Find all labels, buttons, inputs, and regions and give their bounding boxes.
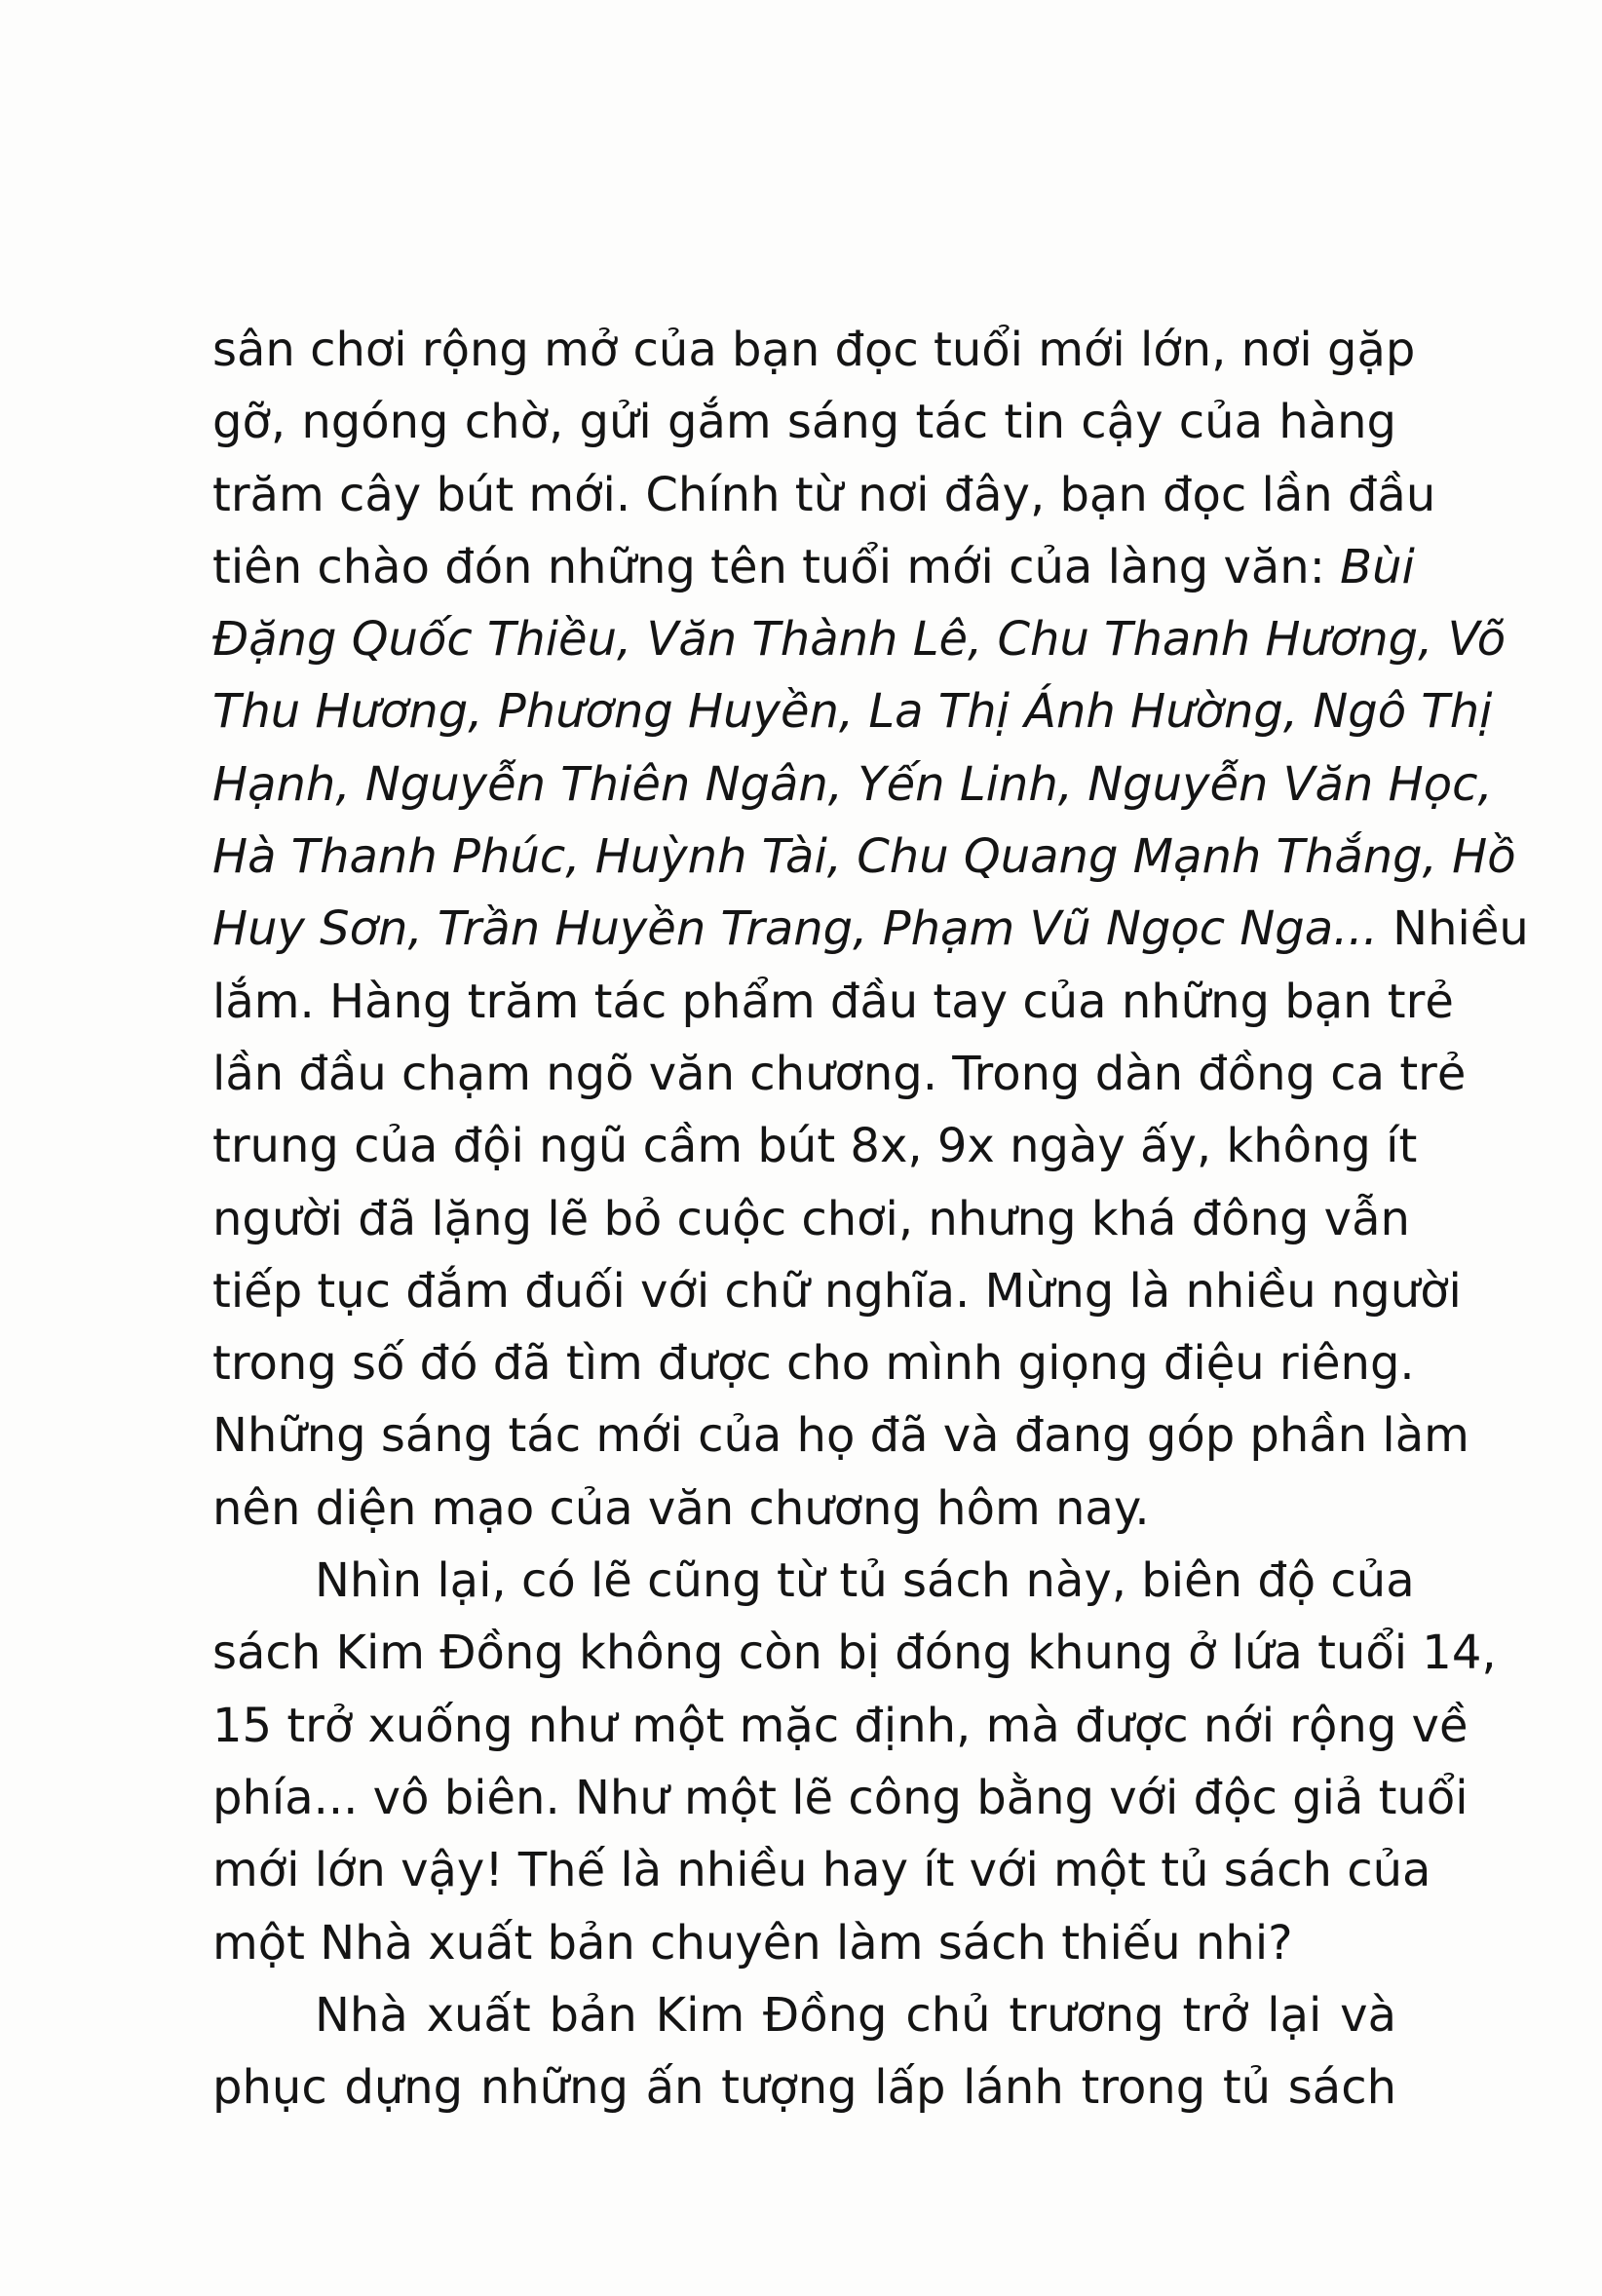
paragraph-2 (212, 1545, 1497, 1979)
text-line: 15 trở xuống như một mặc định, mà được nới rộng về (212, 1698, 1468, 1753)
paragraph-3 (212, 1979, 1396, 2124)
text-line: sân chơi rộng mở của bạn đọc tuổi mới lớn, nơi gặp (212, 323, 1416, 377)
author-list-line: Hạnh, Nguyễn Thiên Ngân, Yến Linh, Nguyễn Văn Học, (212, 756, 1493, 812)
text-line: Nhìn lại, có lẽ cũng từ tủ sách này, biên độ của (315, 1553, 1415, 1609)
text-line: sách Kim Đồng không còn bị đóng khung ở lứa tuổi 14, (212, 1626, 1497, 1681)
text-line: lần đầu chạm ngõ văn chương. Trong dàn đồng ca trẻ (212, 1046, 1467, 1101)
text-line: người đã lặng lẽ bỏ cuộc chơi, nhưng khá đông vẫn (212, 1191, 1410, 1246)
author-list-line: Thu Hương, Phương Huyền, La Thị Ánh Hường, Ngô Thị (212, 684, 1493, 740)
text-line: tiếp tục đắm đuối với chữ nghĩa. Mừng là nhiều người (212, 1263, 1462, 1319)
author-list-line: Đặng Quốc Thiều, Văn Thành Lê, Chu Thanh Hương, Võ (212, 612, 1507, 668)
text-line: nên diện mạo của văn chương hôm nay. (212, 1480, 1150, 1536)
text-line: mới lớn vậy! Thế là nhiều hay ít với một tủ sách của (212, 1843, 1431, 1898)
text-line: tiên chào đón những tên tuổi mới của làng văn: Bùi (212, 539, 1415, 594)
body-text (212, 314, 1529, 2124)
text-line: trong số đó đã tìm được cho mình giọng điệu riêng. (212, 1336, 1415, 1392)
text-line: Huy Sơn, Trần Huyền Trang, Phạm Vũ Ngọc Nga... Nhiều (212, 901, 1529, 957)
text-line: trăm cây bút mới. Chính từ nơi đây, bạn đọc lần đầu (212, 467, 1436, 522)
author-list-line: Hà Thanh Phúc, Huỳnh Tài, Chu Quang Mạnh Thắng, Hồ (212, 829, 1516, 885)
author-name: Huy Sơn, Trần Huyền Trang, Phạm Vũ Ngọc Nga... (212, 901, 1378, 957)
text-line: gỡ, ngóng chờ, gửi gắm sáng tác tin cậy của hàng (212, 395, 1396, 450)
text-line: phía... vô biên. Như một lẽ công bằng với độc giả tuổi (212, 1770, 1468, 1825)
author-name: Bùi (1340, 539, 1415, 594)
text-line: Những sáng tác mới của họ đã và đang góp phần làm (212, 1408, 1469, 1464)
text-line: Nhà xuất bản Kim Đồng chủ trương trở lại và (315, 1987, 1396, 2043)
text-line: phục dựng những ấn tượng lấp lánh trong tủ sách (212, 2060, 1396, 2116)
paragraph-1 (212, 314, 1529, 1545)
text-line: trung của đội ngũ cầm bút 8x, 9x ngày ấy, không ít (212, 1119, 1418, 1174)
text-line: lắm. Hàng trăm tác phẩm đầu tay của những bạn trẻ (212, 974, 1454, 1029)
text-line: một Nhà xuất bản chuyên làm sách thiếu nhi? (212, 1915, 1293, 1971)
